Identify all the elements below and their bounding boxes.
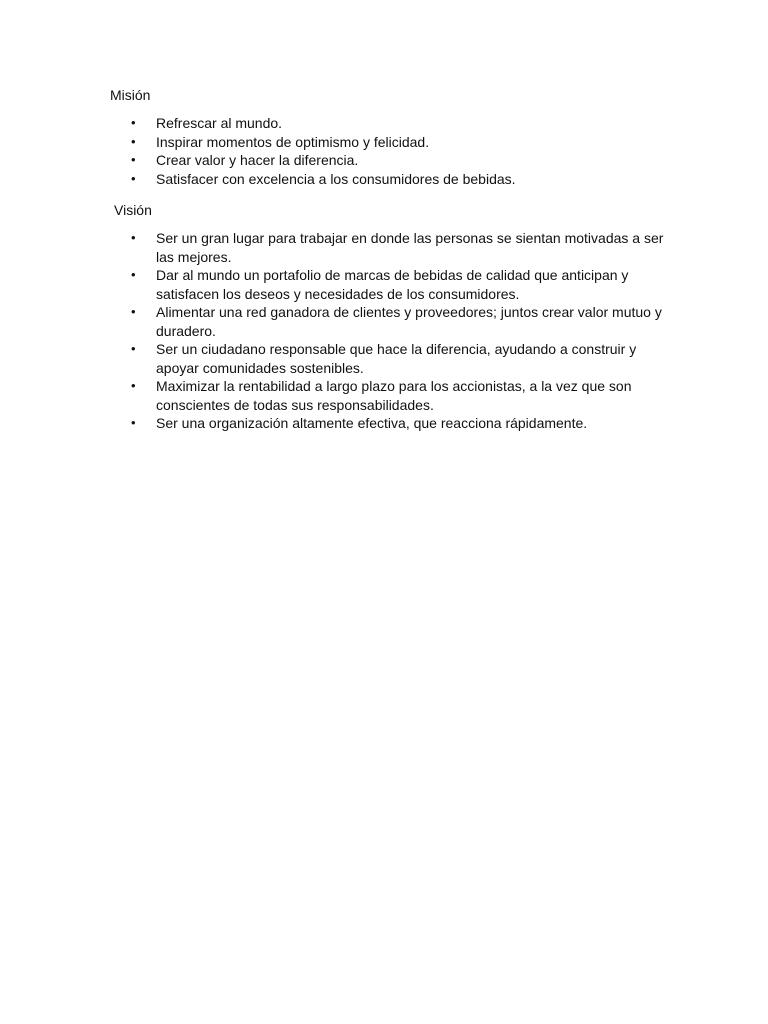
bullet-icon: • <box>131 170 136 186</box>
list-item <box>0 414 668 433</box>
bullet-icon: • <box>131 230 136 245</box>
bullet-icon: • <box>131 115 136 130</box>
mision-list <box>0 114 768 188</box>
list-item-text: Inspirar momentos de optimismo y felicidad. <box>156 133 430 150</box>
bullet-icon: • <box>131 341 136 356</box>
list-item <box>0 303 668 340</box>
list-item <box>0 340 668 377</box>
bullet-icon: • <box>131 304 136 319</box>
mision-heading: Misión <box>110 87 151 103</box>
bullet-icon: • <box>131 267 136 282</box>
bullet-icon: • <box>131 133 136 149</box>
list-item-text: Maximizar la rentabilidad a largo plazo para los accionistas, a la vez que son conscientes de todas sus responsabilidades. <box>156 378 632 413</box>
list-item <box>0 229 668 266</box>
bullet-icon: • <box>131 415 136 430</box>
bullet-icon: • <box>131 152 136 167</box>
list-item-text: Satisfacer con excelencia a los consumidores de bebidas. <box>156 170 516 187</box>
bullet-icon: • <box>131 378 136 393</box>
list-item <box>0 133 668 152</box>
list-item <box>0 114 668 133</box>
list-item <box>0 151 668 170</box>
list-item-text: Alimentar una red ganadora de clientes y proveedores; juntos crear valor mutuo y duradero. <box>156 304 662 339</box>
vision-list <box>0 229 768 433</box>
vision-heading: Visión <box>114 202 152 218</box>
list-item <box>0 377 668 414</box>
list-item-text: Crear valor y hacer la diferencia. <box>156 152 359 168</box>
list-item <box>0 170 668 189</box>
list-item-text: Ser una organización altamente efectiva, que reacciona rápidamente. <box>156 415 588 431</box>
list-item <box>0 266 668 303</box>
list-item-text: Ser un ciudadano responsable que hace la diferencia, ayudando a construir y apoyar comunidades sostenibles. <box>156 341 637 376</box>
list-item-text: Refrescar al mundo. <box>156 115 283 131</box>
list-item-text: Ser un gran lugar para trabajar en donde las personas se sientan motivadas a ser las mejores. <box>156 230 664 265</box>
list-item-text: Dar al mundo un portafolio de marcas de bebidas de calidad que anticipan y satisfacen los deseos y necesidades de los consumidores. <box>156 267 629 302</box>
